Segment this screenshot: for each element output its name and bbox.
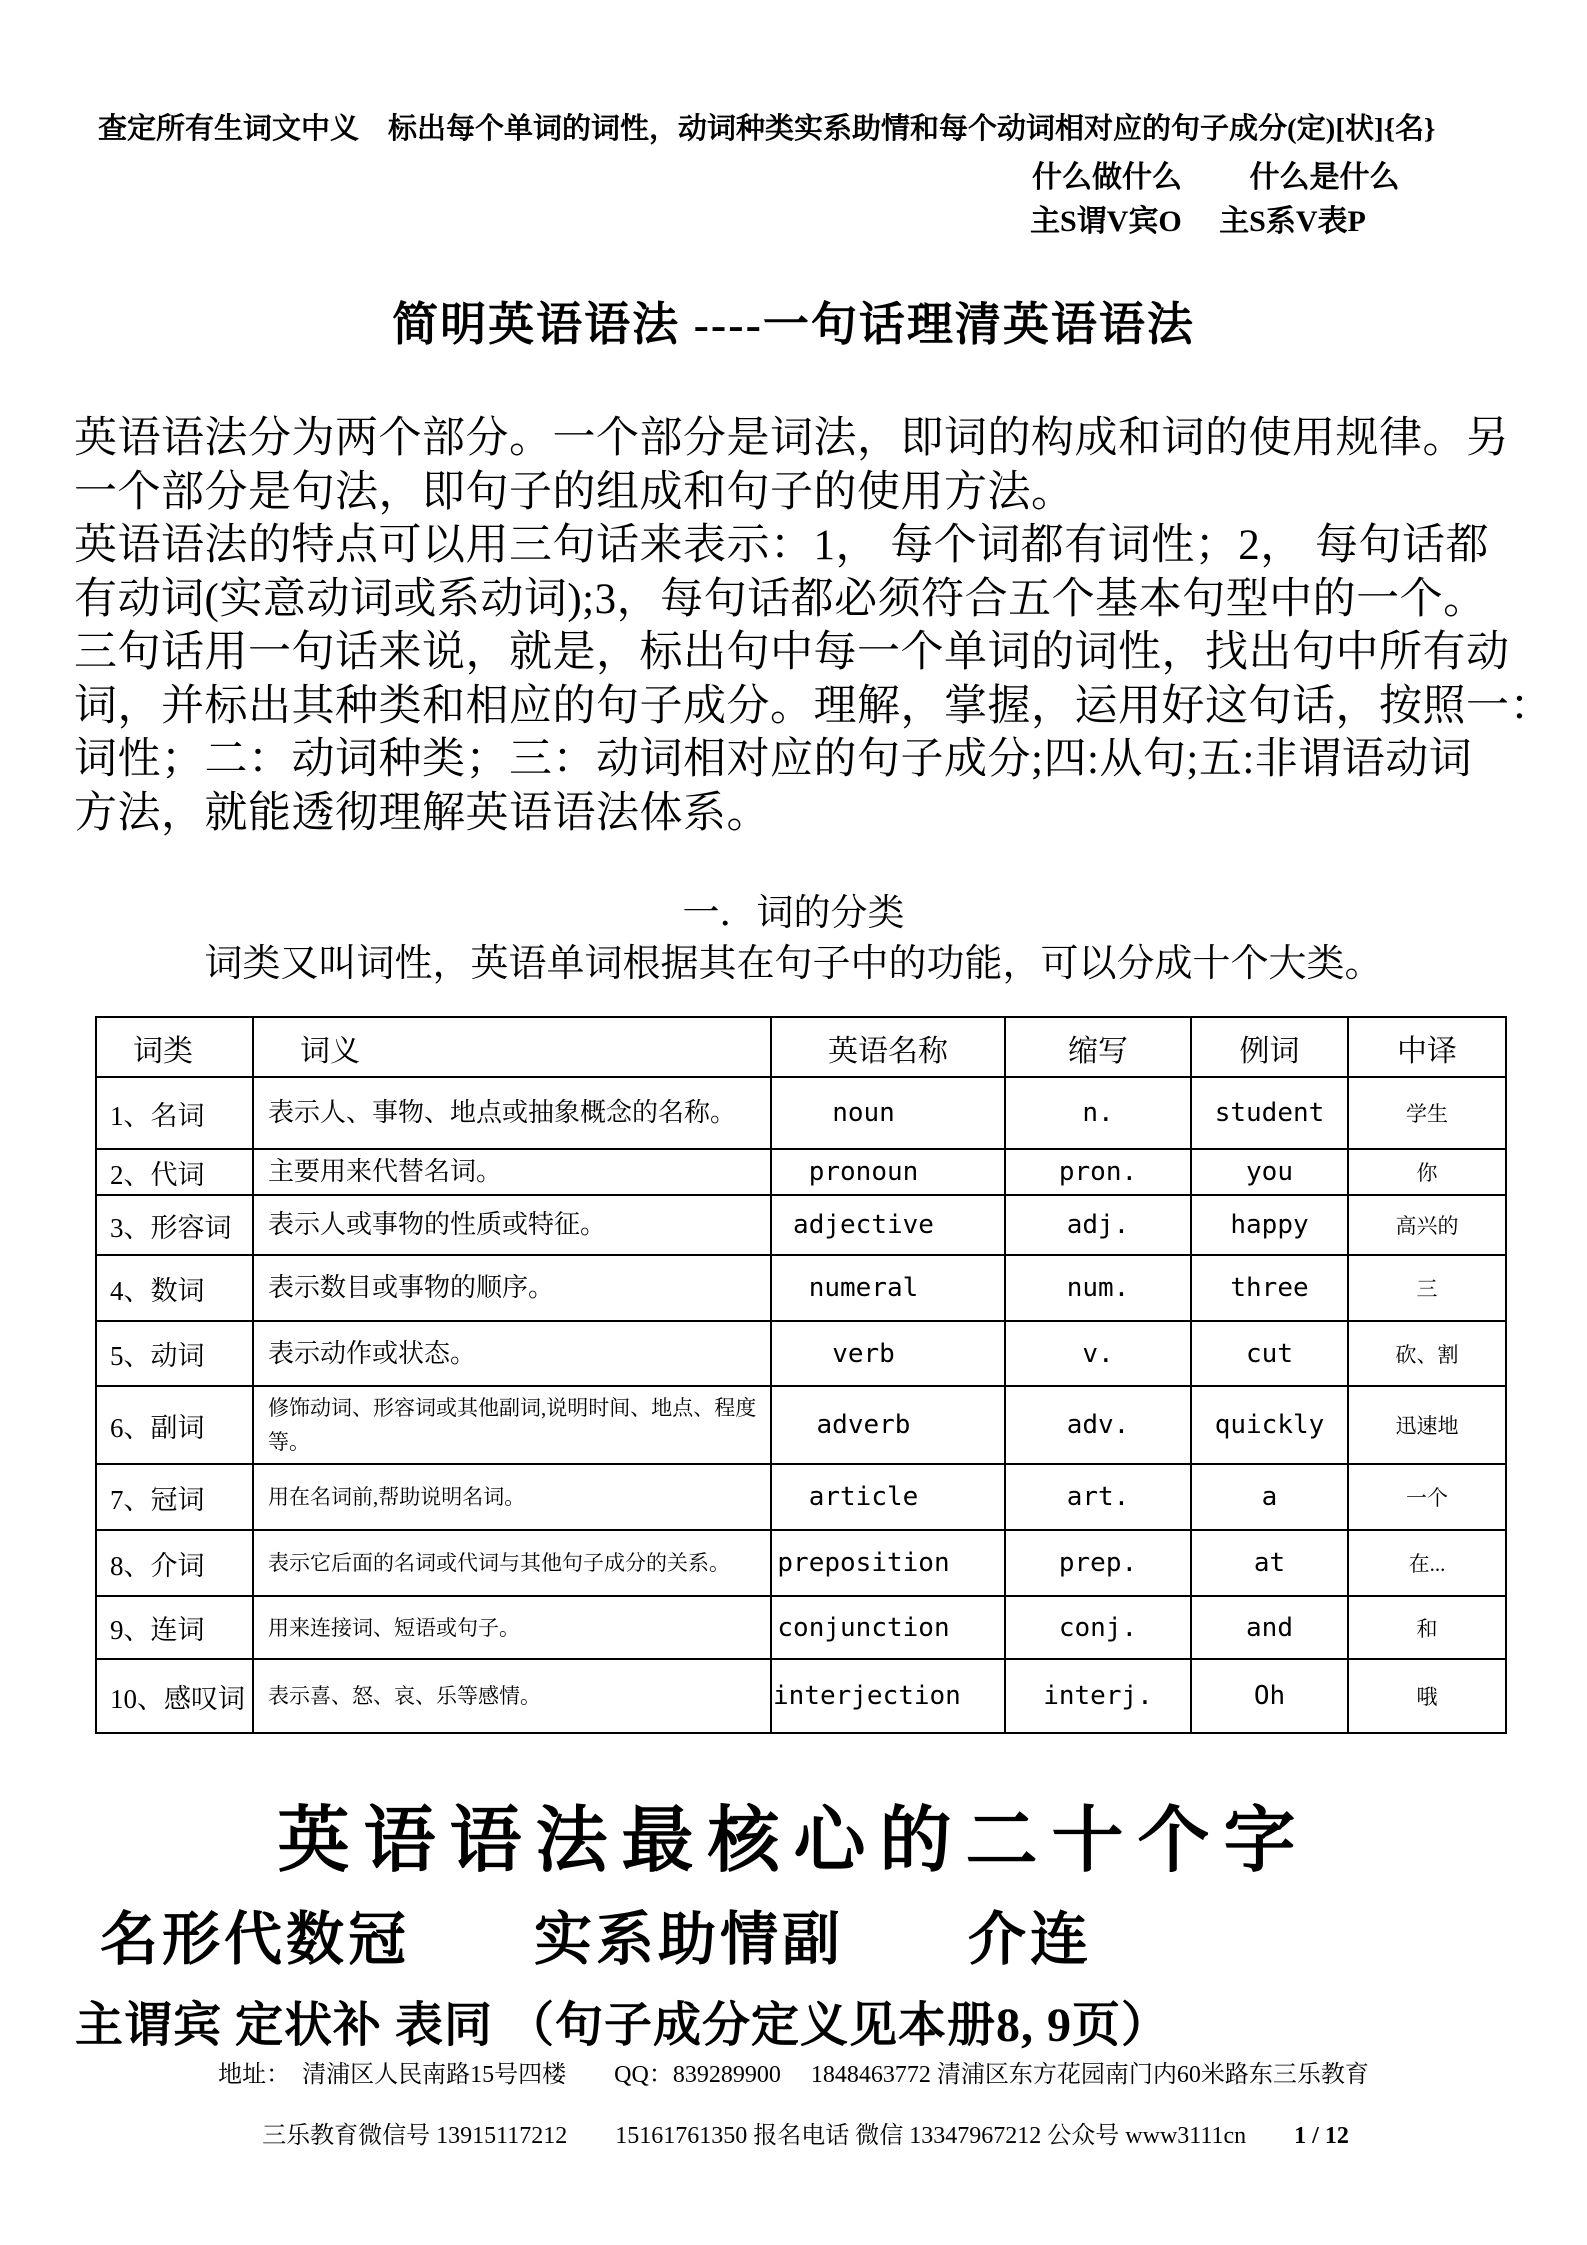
footer-contact [0, 2088, 1587, 2177]
col-header-translation: 中译 [1348, 1017, 1506, 1077]
header-note-line3: 主S谓V宾O 主S系V表P [1030, 205, 1366, 238]
cell-abbreviation: adv. [1005, 1386, 1191, 1464]
cell-meaning: 表示它后面的名词或代词与其他句子成分的关系。 [253, 1530, 771, 1596]
cell-example-word: three [1191, 1255, 1348, 1321]
body-text [74, 412, 1553, 840]
cell-english-name: adjective [771, 1195, 1005, 1255]
cell-english-name: interjection [771, 1659, 1005, 1733]
table-row [96, 1386, 1506, 1464]
pos-table-body [96, 1077, 1506, 1733]
cell-meaning: 表示数目或事物的顺序。 [253, 1255, 771, 1321]
cell-english-name: numeral [771, 1255, 1005, 1321]
cell-english-name: conjunction [771, 1596, 1005, 1659]
cell-abbreviation: prep. [1005, 1530, 1191, 1596]
page-title: 简明英语语法 ----一句话理清英语语法 [392, 299, 1195, 350]
cell-word-class: 10、感叹词 [96, 1659, 253, 1733]
cell-translation: 和 [1348, 1596, 1506, 1659]
cell-word-class: 6、副词 [96, 1386, 253, 1464]
cell-translation: 哦 [1348, 1659, 1506, 1733]
cell-translation: 在... [1348, 1530, 1506, 1596]
cell-example-word: quickly [1191, 1386, 1348, 1464]
table-row [96, 1255, 1506, 1321]
cell-meaning: 主要用来代替名词。 [253, 1149, 771, 1195]
cell-example-word: student [1191, 1077, 1348, 1149]
cell-word-class: 9、连词 [96, 1596, 253, 1659]
cell-abbreviation: pron. [1005, 1149, 1191, 1195]
cell-english-name: article [771, 1464, 1005, 1530]
body-line: 英语语法的特点可以用三句话来表示：1， 每个词都有词性；2， 每句话都 [74, 522, 1489, 569]
cell-abbreviation: adj. [1005, 1195, 1191, 1255]
cell-abbreviation: v. [1005, 1321, 1191, 1386]
cell-translation: 高兴的 [1348, 1195, 1506, 1255]
cell-english-name: pronoun [771, 1149, 1005, 1195]
table-row [96, 1321, 1506, 1386]
header-note-line1: 查定所有生词文中义 标出每个单词的词性，动词种类实系助情和每个动词相对应的句子成分(定)[状]{名} [98, 113, 1436, 145]
cell-word-class: 8、介词 [96, 1530, 253, 1596]
cell-example-word: you [1191, 1149, 1348, 1195]
cell-meaning: 表示人或事物的性质或特征。 [253, 1195, 771, 1255]
footer-address: 地址： 清浦区人民南路15号四楼 QQ：839289900 1848463772 清浦区东方花园南门内60米路东三乐教育 [218, 2062, 1369, 2088]
cell-translation: 一个 [1348, 1464, 1506, 1530]
cell-example-word: at [1191, 1530, 1348, 1596]
body-line: 词，并标出其种类和相应的句子成分。理解，掌握，运用好这句话，按照一： [74, 682, 1553, 730]
body-line: 词性；二：动词种类；三：动词相对应的句子成分;四:从句;五:非谓语动词 [74, 736, 1473, 783]
cell-word-class: 4、数词 [96, 1255, 253, 1321]
cell-example-word: happy [1191, 1195, 1348, 1255]
pos-table [95, 1016, 1507, 1734]
cell-abbreviation: num. [1005, 1255, 1191, 1321]
table-row [96, 1464, 1506, 1530]
cell-meaning: 表示动作或状态。 [253, 1321, 771, 1386]
col-header-english-name: 英语名称 [771, 1017, 1005, 1077]
cell-meaning: 表示喜、怒、哀、乐等感情。 [253, 1659, 771, 1733]
cell-meaning: 表示人、事物、地点或抽象概念的名称。 [253, 1077, 771, 1149]
cell-translation: 三 [1348, 1255, 1506, 1321]
cell-english-name: verb [771, 1321, 1005, 1386]
cell-abbreviation: n. [1005, 1077, 1191, 1149]
cell-word-class: 1、名词 [96, 1077, 253, 1149]
cell-word-class: 5、动词 [96, 1321, 253, 1386]
table-row [96, 1077, 1506, 1149]
cell-abbreviation: interj. [1005, 1659, 1191, 1733]
table-row [96, 1149, 1506, 1195]
section-subheading: 词类又叫词性，英语单词根据其在句子中的功能，可以分成十个大类。 [204, 943, 1383, 985]
table-header-row [96, 1017, 1506, 1077]
body-line: 方法，就能透彻理解英语语法体系。 [74, 789, 770, 837]
footer-contact-text: 三乐教育微信号 13915117212 15161761350 报名电话 微信 13347967212 公众号 www3111cn [262, 2123, 1247, 2149]
table-row [96, 1659, 1506, 1733]
col-header-word-class: 词类 [96, 1017, 253, 1077]
table-row [96, 1195, 1506, 1255]
cell-translation: 迅速地 [1348, 1386, 1506, 1464]
cell-abbreviation: art. [1005, 1464, 1191, 1530]
body-line: 三句话用一句话来说，就是，标出句中每一个单词的词性，找出句中所有动 [74, 629, 1510, 676]
body-line: 有动词(实意动词或系动词);3，每句话都必须符合五个基本句型中的一个。 [74, 575, 1487, 623]
core-words-line: 名形代数冠 实系助情副 介连 [100, 1907, 1093, 1972]
cell-example-word: and [1191, 1596, 1348, 1659]
col-header-meaning: 词义 [253, 1017, 771, 1077]
page-number: 1 / 12 [1294, 2123, 1349, 2149]
cell-english-name: noun [771, 1077, 1005, 1149]
cell-meaning: 用在名词前,帮助说明名词。 [253, 1464, 771, 1530]
cell-word-class: 3、形容词 [96, 1195, 253, 1255]
table-row [96, 1596, 1506, 1659]
cell-meaning: 用来连接词、短语或句子。 [253, 1596, 771, 1659]
cell-translation: 砍、割 [1348, 1321, 1506, 1386]
header-note-line2: 什么做什么 什么是什么 [1032, 161, 1400, 194]
cell-translation: 你 [1348, 1149, 1506, 1195]
core-components-line: 主谓宾 定状补 表同 （句子成分定义见本册8, 9页） [75, 1999, 1171, 2052]
cell-example-word: a [1191, 1464, 1348, 1530]
cell-word-class: 7、冠词 [96, 1464, 253, 1530]
section-heading: 一．词的分类 [682, 893, 905, 934]
cell-example-word: cut [1191, 1321, 1348, 1386]
cell-abbreviation: conj. [1005, 1596, 1191, 1659]
cell-example-word: Oh [1191, 1659, 1348, 1733]
col-header-abbreviation: 缩写 [1005, 1017, 1191, 1077]
cell-english-name: preposition [771, 1530, 1005, 1596]
table-row [96, 1530, 1506, 1596]
cell-translation: 学生 [1348, 1077, 1506, 1149]
body-line: 英语语法分为两个部分。一个部分是词法，即词的构成和词的使用规律。另 [74, 415, 1510, 462]
cell-word-class: 2、代词 [96, 1149, 253, 1195]
cell-meaning: 修饰动词、形容词或其他副词,说明时间、地点、程度等。 [253, 1386, 771, 1464]
col-header-example-word: 例词 [1191, 1017, 1348, 1077]
body-line: 一个部分是句法，即句子的组成和句子的使用方法。 [74, 468, 1075, 516]
cell-english-name: adverb [771, 1386, 1005, 1464]
core-heading: 英语语法最核心的二十个字 [277, 1801, 1310, 1881]
